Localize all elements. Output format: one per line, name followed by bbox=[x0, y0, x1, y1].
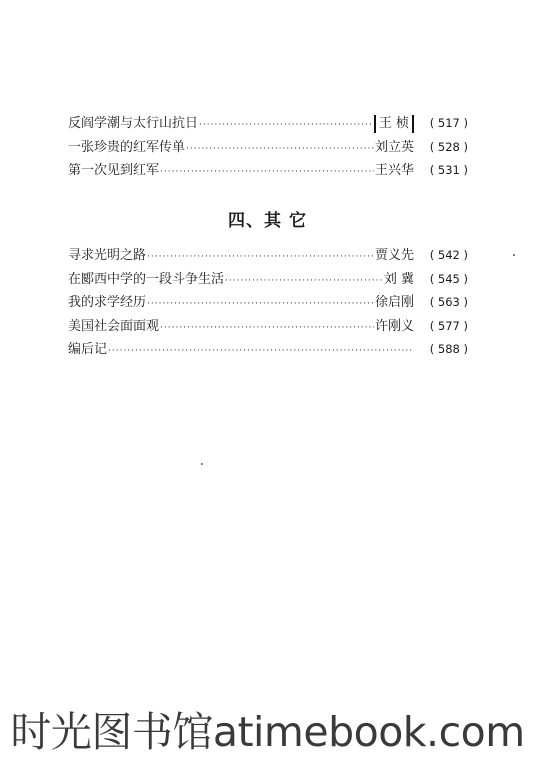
toc-leader-dots bbox=[160, 161, 374, 185]
section-heading: 四、其 它 bbox=[228, 211, 307, 231]
toc-entry[interactable] bbox=[68, 291, 468, 315]
toc-entry[interactable] bbox=[68, 136, 468, 160]
toc-group-1 bbox=[68, 112, 468, 183]
toc-entry-title: 编后记 bbox=[68, 342, 108, 357]
toc-entry[interactable] bbox=[68, 268, 468, 292]
toc-leader-dots bbox=[147, 246, 374, 270]
toc-entry-title: 第一次见到红军 bbox=[68, 163, 160, 178]
toc-group-2 bbox=[68, 244, 468, 362]
toc-entry[interactable] bbox=[68, 244, 468, 268]
toc-entry-page: ( 517 ) bbox=[429, 116, 468, 130]
toc-entry-author: 刘 冀 bbox=[383, 271, 414, 287]
toc-entry-title: 寻求光明之路 bbox=[68, 248, 147, 263]
toc-entry-page: ( 528 ) bbox=[429, 139, 468, 154]
toc-leader-dots bbox=[147, 293, 374, 317]
toc-entry-title: 反阎学潮与太行山抗日 bbox=[68, 116, 199, 131]
toc-leader-dots bbox=[108, 340, 413, 364]
toc-entry-author: 王 桢 bbox=[374, 115, 414, 133]
toc-entry-title: 一张珍贵的红军传单 bbox=[68, 139, 186, 155]
toc-entry-title: 我的求学经历 bbox=[68, 295, 147, 310]
toc-entry-page: ( 577 ) bbox=[429, 318, 468, 333]
toc-entry[interactable] bbox=[68, 112, 468, 136]
toc-leader-dots bbox=[199, 114, 373, 138]
toc-entry-page: ( 563 ) bbox=[429, 295, 468, 309]
scan-speck bbox=[513, 254, 515, 256]
toc-entry-page: ( 588 ) bbox=[429, 342, 468, 356]
toc-entry-author: 贾义先 bbox=[374, 248, 414, 263]
toc-leader-dots bbox=[186, 138, 374, 162]
toc-entry-author: 许刚义 bbox=[374, 318, 414, 334]
toc-entry-page: ( 531 ) bbox=[429, 163, 468, 177]
toc-entry[interactable] bbox=[68, 315, 468, 339]
toc-entry-author: 王兴华 bbox=[374, 163, 414, 178]
toc-entry-title: 美国社会面面观 bbox=[68, 318, 160, 334]
toc-entry[interactable] bbox=[68, 338, 468, 362]
toc-entry-author: 徐启刚 bbox=[374, 295, 414, 310]
toc-entry-page: ( 545 ) bbox=[429, 271, 468, 286]
toc-leader-dots bbox=[160, 317, 374, 341]
toc-entry-author: 刘立英 bbox=[374, 139, 414, 155]
toc-entry-page: ( 542 ) bbox=[429, 248, 468, 262]
toc-leader-dots bbox=[225, 270, 383, 294]
watermark: 时光图书馆atimebook.com bbox=[10, 708, 525, 756]
toc-entry-title: 在郾西中学的一段斗争生活 bbox=[68, 271, 225, 287]
scan-speck bbox=[201, 463, 203, 465]
toc-entry[interactable] bbox=[68, 159, 468, 183]
